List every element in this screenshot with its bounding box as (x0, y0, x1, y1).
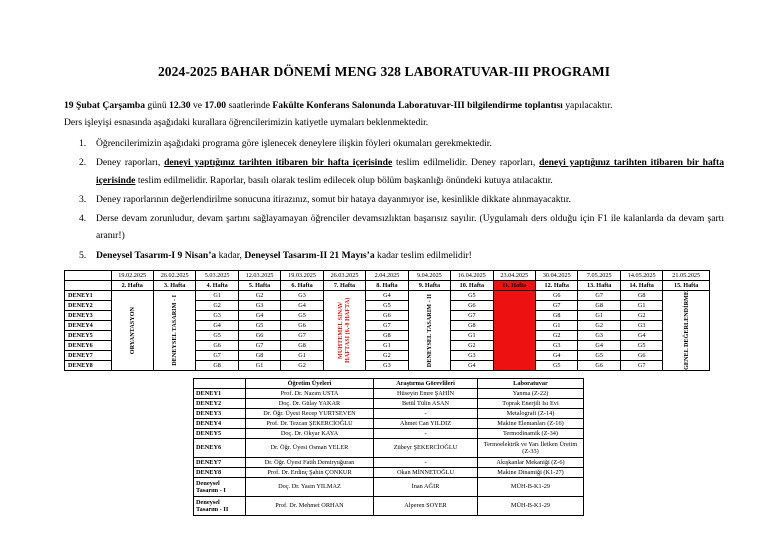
group-cell: G6 (451, 301, 493, 311)
design1-cell (153, 291, 195, 371)
faculty-cell: Prof. Dr. Tezcan ŞEKERCİOĞLU (246, 419, 374, 429)
group-cell: G5 (620, 341, 662, 351)
faculty-cell: Prof. Dr. Nazım USTA (246, 389, 374, 399)
meeting-date: 19 Şubat Çarşamba (64, 100, 146, 111)
staff-header-cell: Araştırma Görevlileri (374, 379, 478, 389)
staff-row (194, 389, 584, 399)
group-cell: G7 (238, 341, 280, 351)
rule-item: 4. Derse devam zorunludur, devam şartını sağlayamayan öğrenciler devamsızlıktan başarısız sayılır. (Uygulamalı ders olduğu için F1 ile kalanlarda da devam şartı aranır!) (79, 212, 724, 242)
staff-row-label: DENEY4 (194, 419, 246, 429)
assistant-cell: - (374, 458, 478, 468)
group-cell: G8 (238, 351, 280, 361)
staff-row (194, 468, 584, 478)
group-cell: G8 (366, 331, 408, 341)
laboratory-cell: Termodinamik (Z-34) (478, 429, 584, 439)
group-cell: G2 (366, 351, 408, 361)
group-cell: G2 (196, 301, 238, 311)
rule-text: Deney raporlarının değerlendirilme sonucuna itirazınız, somut bir hataya dayanmıyor ise, kesinlikle dikkate alınmayacaktır. (96, 193, 571, 205)
rules-list (64, 135, 724, 266)
exam-label: MÜHTEMEL SINAV HAFTASI (6.-8 HAFTA) (337, 297, 352, 364)
staff-row-label: Deneysel Tasarım - I (194, 478, 246, 497)
experiment-label: DENEY6 (65, 341, 112, 351)
staff-row-label: DENEY7 (194, 458, 246, 468)
date-cell: 16.04.2025 (451, 271, 493, 281)
faculty-cell: Prof. Dr. Mehmet ORHAN (246, 497, 374, 516)
week-cell: 8. Hafta (366, 281, 408, 291)
date-cell: 23.04.2025 (493, 271, 535, 281)
laboratory-cell: MÜH-B-K1-29 (478, 478, 584, 497)
assistant-cell: Ahmet Can YILDIZ (374, 419, 478, 429)
group-cell: G3 (281, 291, 323, 301)
date-cell: 5.03.2025 (196, 271, 238, 281)
faculty-cell: Doç. Dr. Gülay YAKAR (246, 399, 374, 409)
laboratory-cell: Termoelektrik ve Yarı İletken Üretim (Z-33) (478, 439, 584, 458)
laboratory-cell: Akışkanlar Mekaniği (Z-6) (478, 458, 584, 468)
schedule-table (64, 270, 710, 371)
assistant-cell: Hüseyin Emre ŞAHİN (374, 389, 478, 399)
group-cell: G8 (536, 311, 578, 321)
date-cell: 26.03.2025 (323, 271, 365, 281)
date-cell: 19.02.2025 (111, 271, 153, 281)
group-cell: G6 (281, 321, 323, 331)
faculty-cell: Dr. Öğr. Üyesi Osman YELER (246, 439, 374, 458)
group-cell: G8 (281, 341, 323, 351)
design1-label: DENEYSEL TASARIM - I (171, 295, 179, 366)
rule-item: 5. Deneysel Tasarım-I 9 Nisan’a kadar, Deneysel Tasarım-II 21 Mayıs’a kadar teslim edilmelidir! (79, 249, 472, 261)
date-cell: 19.03.2025 (281, 271, 323, 281)
group-cell: G3 (451, 351, 493, 361)
assistant-cell: Alperen SOYER (374, 497, 478, 516)
rule-emphasis: deneyi yaptığınız tarihten itibaren bir hafta içerisinde (164, 157, 393, 169)
rule-emphasis: deneyi yaptığınız tarihten itibaren bir hafta içerisinde (96, 157, 724, 186)
date-row (65, 271, 710, 281)
rule-item: 2. Deney raporları, deneyi yaptığınız tarihten itibaren bir hafta içerisinde teslim edilmelidir. Deney raporları, deneyi yaptığınız tarihten itibaren bir hafta içerisinde teslim edilmelidir. Raporlar, basılı olarak teslim edilecek olup bölüm başkanlığı önündeki kutuya atılacaktır. (79, 157, 724, 186)
laboratory-cell: MÜH-B-K1-29 (478, 497, 584, 516)
group-cell: G3 (196, 311, 238, 321)
group-cell: G5 (366, 301, 408, 311)
group-cell: G1 (578, 311, 620, 321)
date-cell: 26.02.2025 (153, 271, 195, 281)
experiment-label: DENEY3 (65, 311, 112, 321)
staff-row-label: DENEY1 (194, 389, 246, 399)
staff-row-label: DENEY2 (194, 399, 246, 409)
week-cell: 7. Hafta (323, 281, 365, 291)
group-cell: G4 (620, 331, 662, 341)
group-cell: G8 (451, 321, 493, 331)
date-cell: 14.05.2025 (620, 271, 662, 281)
rule-text: teslim edilmelidir. Raporlar, basılı olarak teslim edilecek olup bölüm başkanlığı önündeki kutuya atılacaktır. (135, 174, 553, 186)
assistant-cell: İnan AĞIR (374, 478, 478, 497)
group-cell: G5 (196, 331, 238, 341)
week-cell: 2. Hafta (111, 281, 153, 291)
rule-text: teslim edilmelidir. Deney raporları, (392, 157, 540, 169)
date-cell: 7.05.2025 (578, 271, 620, 281)
experiment-label: DENEY1 (65, 291, 112, 301)
meeting-place: Fakülte Konferans Salonunda Laboratuvar-III bilgilendirme toplantısı (272, 100, 563, 111)
staff-header-cell: Öğretim Üyeleri (246, 379, 374, 389)
laboratory-cell: Toprak Enerjili Isı Evi (478, 399, 584, 409)
meeting-time-2: 17.00 (204, 100, 227, 111)
week-row (65, 281, 710, 291)
holiday-week-cell (493, 291, 535, 371)
corner-cell (65, 271, 112, 281)
rule-item: 1. Öğrencilerimizin aşağıdaki programa göre işlenecek deneylere ilişkin föyleri okumaları gerekmektedir. (79, 138, 492, 149)
group-cell: G7 (281, 331, 323, 341)
group-cell: G8 (578, 301, 620, 311)
staff-table (193, 378, 584, 516)
intro-text-part: saatlerinde (226, 100, 273, 111)
assistant-cell: Betül Tülin ASAN (374, 399, 478, 409)
faculty-cell: Doç. Dr. Yasin YILMAZ (246, 478, 374, 497)
eval-label: GENEL DEĞERLENDİRME (682, 291, 690, 370)
group-cell: G2 (451, 341, 493, 351)
staff-row (194, 458, 584, 468)
group-cell: G6 (620, 351, 662, 361)
staff-row (194, 497, 584, 516)
date-cell: 9.04.2025 (408, 271, 450, 281)
staff-row (194, 478, 584, 497)
staff-row-label: Deneysel Tasarım - II (194, 497, 246, 516)
group-cell: G4 (536, 351, 578, 361)
group-cell: G6 (238, 331, 280, 341)
design2-label: DENEYSEL TASARIM - II (425, 293, 433, 368)
group-cell: G3 (536, 341, 578, 351)
group-cell: G2 (578, 321, 620, 331)
rule-text: kadar teslim edilmelidir! (374, 249, 472, 261)
rule-item: 3. Deney raporlarının değerlendirilme sonucuna itirazınız, somut bir hataya dayanmıyor ise, kesinlikle dikkate alınmayacaktır. (79, 193, 571, 205)
week-cell: 5. Hafta (238, 281, 280, 291)
group-cell: G5 (578, 351, 620, 361)
rule-text: kadar, (216, 249, 245, 261)
group-cell: G5 (451, 291, 493, 301)
week-cell: 9. Hafta (408, 281, 450, 291)
corner-cell (194, 379, 246, 389)
date-cell: 2.04.2025 (366, 271, 408, 281)
corner-cell (65, 281, 112, 291)
group-cell: G2 (620, 311, 662, 321)
group-cell: G4 (451, 361, 493, 371)
staff-row (194, 399, 584, 409)
experiment-label: DENEY2 (65, 301, 112, 311)
experiment-label: DENEY5 (65, 331, 112, 341)
rule-text: Öğrencilerimizin aşağıdaki programa göre işlenecek deneylere ilişkin föyleri okumaları gerekmektedir. (96, 138, 492, 149)
week-cell: 3. Hafta (153, 281, 195, 291)
faculty-cell: Prof. Dr. Erdinç Şahin ÇONKUR (246, 468, 374, 478)
group-cell: G4 (238, 311, 280, 321)
date-cell: 21.05.2025 (663, 271, 710, 281)
experiment-label: DENEY7 (65, 351, 112, 361)
exam-cell (323, 291, 365, 371)
staff-row (194, 409, 584, 419)
group-cell: G4 (196, 321, 238, 331)
group-cell: G3 (238, 301, 280, 311)
meeting-time-1: 12.30 (169, 100, 191, 111)
assistant-cell: Okan MİNNETOĞLU (374, 468, 478, 478)
week-cell: 15. Hafta (663, 281, 710, 291)
group-cell: G6 (366, 311, 408, 321)
intro-text-part: ve (190, 100, 205, 111)
orientation-cell (111, 291, 153, 371)
group-cell: G4 (281, 301, 323, 311)
staff-row-label: DENEY8 (194, 468, 246, 478)
intro-line-2: Ders işleyişi esnasında aşağıdaki kurallara öğrencilerimizin katiyetle uymaları beklenmektedir. (64, 117, 429, 128)
rule-emphasis: Deneysel Tasarım-I 9 Nisan’a (96, 249, 217, 261)
staff-row (194, 439, 584, 458)
group-cell: G2 (536, 331, 578, 341)
eval-cell (663, 291, 710, 371)
group-cell: G7 (451, 311, 493, 321)
group-cell: G1 (238, 361, 280, 371)
date-cell: 30.04.2025 (536, 271, 578, 281)
assistant-cell: Zübeyr ŞEKERCİOĞLU (374, 439, 478, 458)
experiment-label: DENEY4 (65, 321, 112, 331)
group-cell: G8 (196, 361, 238, 371)
experiment-label: DENEY8 (65, 361, 112, 371)
group-cell: G4 (578, 341, 620, 351)
week-cell: 14. Hafta (620, 281, 662, 291)
group-cell: G3 (578, 331, 620, 341)
group-cell: G3 (620, 321, 662, 331)
group-cell: G3 (366, 361, 408, 371)
staff-header-cell: Laboratuvar (478, 379, 584, 389)
group-cell: G1 (366, 341, 408, 351)
week-cell: 13. Hafta (578, 281, 620, 291)
staff-row-label: DENEY6 (194, 439, 246, 458)
group-cell: G5 (281, 311, 323, 321)
group-cell: G1 (451, 331, 493, 341)
group-cell: G7 (196, 351, 238, 361)
experiment-row (65, 291, 710, 301)
group-cell: G6 (578, 361, 620, 371)
faculty-cell: Dr. Öğr. Üyesi Recep YURTSEVEN (246, 409, 374, 419)
group-cell: G4 (366, 291, 408, 301)
intro-text-part: yapılacaktır. (562, 100, 613, 111)
laboratory-cell: Yanma (Z-22) (478, 389, 584, 399)
laboratory-cell: Metalografi (Z-14) (478, 409, 584, 419)
rule-text: Derse devam zorunludur, devam şartını sağlayamayan öğrenciler devamsızlıktan başarısız sayılır. (Uygulamalı ders olduğu için F1 ile kalanlarda da devam şartı aranır!) (96, 212, 724, 242)
intro-line-1 (64, 97, 724, 114)
assistant-cell: - (374, 429, 478, 439)
staff-header-row (194, 379, 584, 389)
page-title: 2024-2025 BAHAR DÖNEMİ MENG 328 LABORATUVAR-III PROGRAMI (157, 64, 611, 79)
rule-emphasis: Deneysel Tasarım-II 21 Mayıs’a (244, 249, 375, 261)
group-cell: G6 (196, 341, 238, 351)
intro-text (64, 97, 724, 131)
group-cell: G7 (536, 301, 578, 311)
week-cell: 10. Hafta (451, 281, 493, 291)
group-cell: G5 (238, 321, 280, 331)
week-cell: 12. Hafta (536, 281, 578, 291)
group-cell: G1 (620, 301, 662, 311)
week-cell: 11. Hafta (493, 281, 535, 291)
group-cell: G5 (536, 361, 578, 371)
staff-row (194, 429, 584, 439)
orientation-label: ORYANTASYON (128, 306, 136, 355)
intro-text-part: günü (145, 100, 170, 111)
laboratory-cell: Makine Dinamiği (K1-27) (478, 468, 584, 478)
assistant-cell: - (374, 409, 478, 419)
group-cell: G1 (281, 351, 323, 361)
group-cell: G7 (620, 361, 662, 371)
staff-row-label: DENEY3 (194, 409, 246, 419)
week-cell: 6. Hafta (281, 281, 323, 291)
group-cell: G2 (238, 291, 280, 301)
faculty-cell: Doç. Dr. Okyar KAYA (246, 429, 374, 439)
group-cell: G8 (620, 291, 662, 301)
staff-row-label: DENEY5 (194, 429, 246, 439)
laboratory-cell: Makine Elemanları (Z-16) (478, 419, 584, 429)
group-cell: G7 (578, 291, 620, 301)
group-cell: G2 (281, 361, 323, 371)
staff-row (194, 419, 584, 429)
group-cell: G6 (536, 291, 578, 301)
group-cell: G1 (196, 291, 238, 301)
faculty-cell: Dr. Öğr. Üyesi Fatih Demiryuğuran (246, 458, 374, 468)
design2-cell (408, 291, 450, 371)
rule-text: Deney raporları, (96, 157, 165, 169)
group-cell: G1 (536, 321, 578, 331)
date-cell: 12.03.2025 (238, 271, 280, 281)
week-cell: 4. Hafta (196, 281, 238, 291)
group-cell: G7 (366, 321, 408, 331)
